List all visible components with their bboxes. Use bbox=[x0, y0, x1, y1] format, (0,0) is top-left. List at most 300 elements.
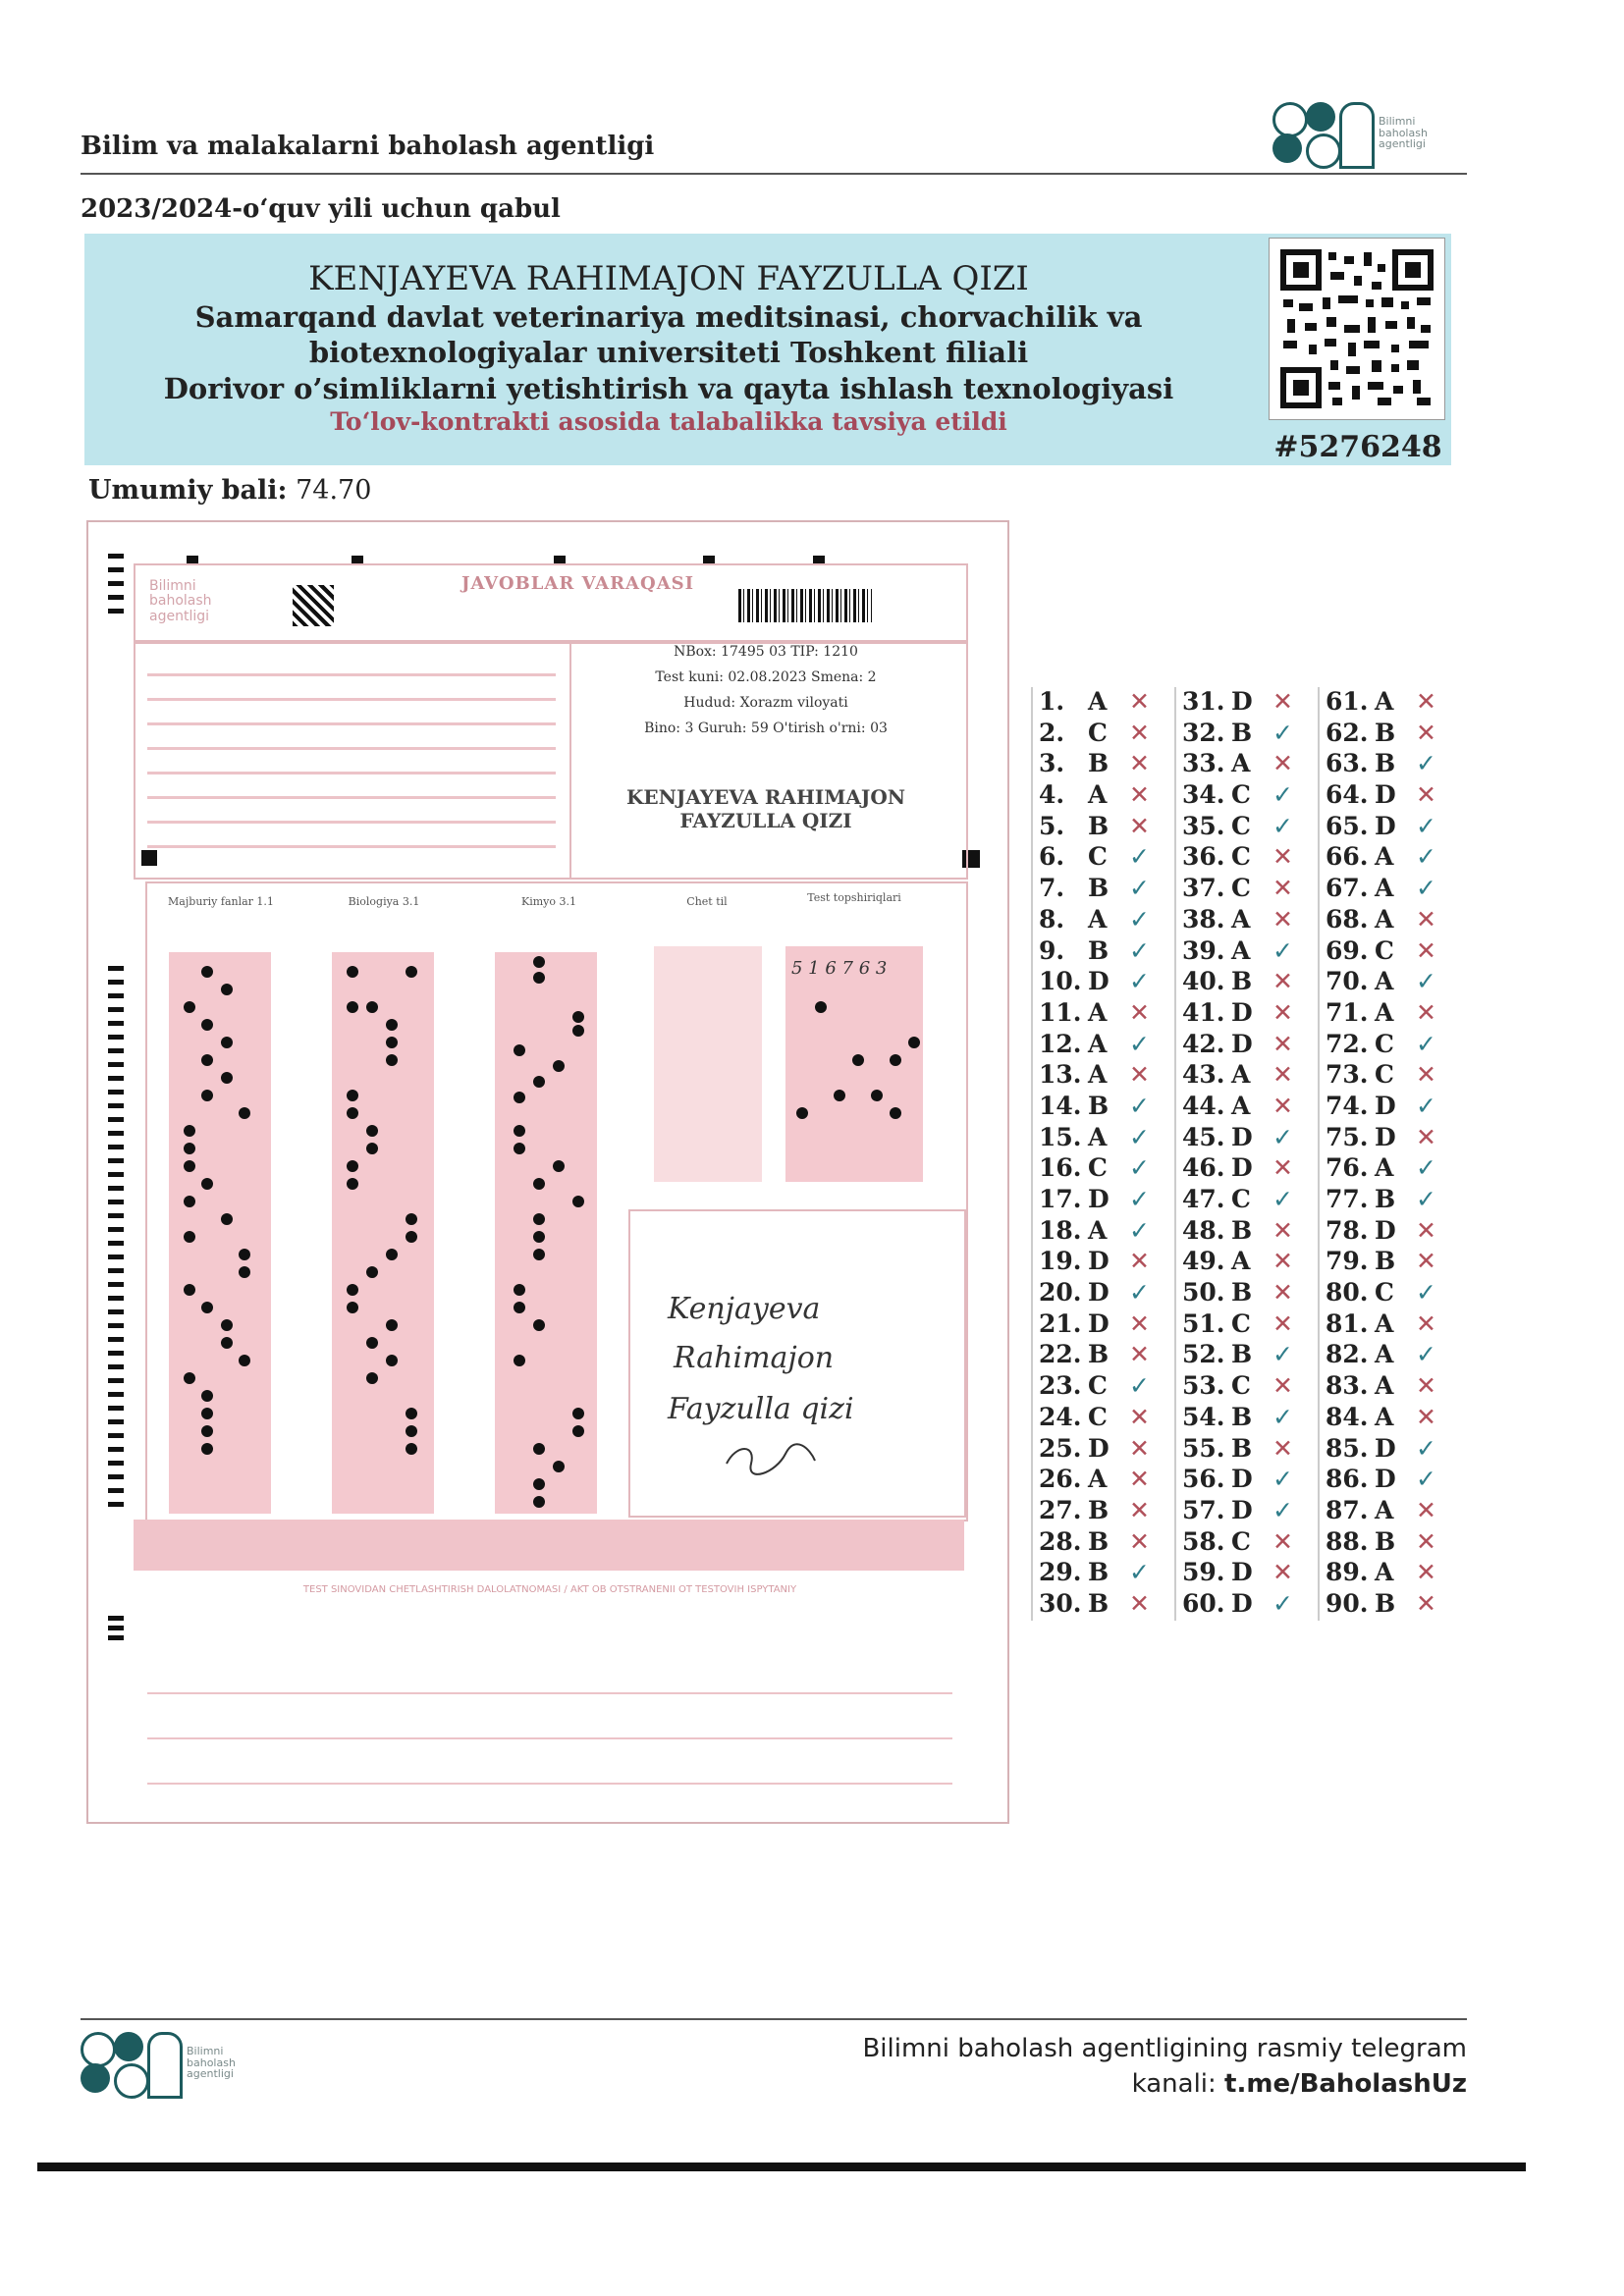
sheet-info-line-1: NBox: 17495 03 TIP: 1210 bbox=[674, 644, 858, 660]
correct-check-icon: ✓ bbox=[1272, 1185, 1293, 1213]
col-head-5: Test topshiriqlari bbox=[807, 891, 901, 904]
wrong-cross-icon: ✕ bbox=[1272, 874, 1293, 903]
answer-letter: B bbox=[1231, 1215, 1253, 1245]
answer-letter: A bbox=[1375, 842, 1394, 872]
results-column-1 bbox=[1031, 687, 1176, 1621]
result-row bbox=[1033, 1092, 1176, 1123]
result-row bbox=[1033, 1558, 1176, 1589]
wrong-cross-icon: ✕ bbox=[1416, 904, 1436, 934]
question-number: 13. bbox=[1039, 1060, 1082, 1090]
question-number: 28. bbox=[1039, 1526, 1082, 1556]
answer-letter: A bbox=[1088, 780, 1108, 810]
result-row bbox=[1033, 1496, 1176, 1527]
result-row bbox=[1176, 905, 1320, 936]
question-number: 25. bbox=[1039, 1433, 1082, 1463]
correct-check-icon: ✓ bbox=[1129, 874, 1150, 903]
results-column-3 bbox=[1318, 687, 1463, 1621]
wrong-cross-icon: ✕ bbox=[1129, 687, 1150, 716]
wrong-cross-icon: ✕ bbox=[1416, 1371, 1436, 1401]
result-row bbox=[1320, 967, 1463, 998]
wrong-cross-icon: ✕ bbox=[1272, 1371, 1293, 1401]
question-number: 73. bbox=[1326, 1060, 1369, 1090]
wrong-cross-icon: ✕ bbox=[1272, 1433, 1293, 1463]
result-row bbox=[1176, 1558, 1320, 1589]
result-row bbox=[1320, 749, 1463, 780]
answer-letter: A bbox=[1375, 1402, 1394, 1431]
footer-channel-prefix: kanali: bbox=[1131, 2069, 1225, 2099]
answer-letter: C bbox=[1375, 1278, 1394, 1308]
sheet-info-line-2: Test kuni: 02.08.2023 Smena: 2 bbox=[655, 669, 877, 685]
sheet-logo-text-2: baholash bbox=[149, 593, 212, 610]
question-number: 86. bbox=[1326, 1465, 1369, 1494]
question-number: 41. bbox=[1182, 997, 1225, 1027]
question-number: 76. bbox=[1326, 1153, 1369, 1183]
question-number: 43. bbox=[1182, 1060, 1225, 1090]
answer-letter: A bbox=[1375, 687, 1394, 716]
result-row bbox=[1176, 719, 1320, 750]
result-row bbox=[1176, 1092, 1320, 1123]
question-number: 55. bbox=[1182, 1433, 1225, 1463]
answer-letter: A bbox=[1088, 1465, 1108, 1494]
result-row bbox=[1033, 719, 1176, 750]
wrong-cross-icon: ✕ bbox=[1272, 1247, 1293, 1276]
result-row bbox=[1320, 905, 1463, 936]
wrong-cross-icon: ✕ bbox=[1129, 1060, 1150, 1090]
correct-check-icon: ✓ bbox=[1416, 1153, 1436, 1183]
sheet-name-line-1: KENJAYEVA RAHIMAJON bbox=[625, 785, 906, 809]
result-row bbox=[1320, 1153, 1463, 1185]
answer-letter: B bbox=[1375, 1588, 1396, 1618]
wrong-cross-icon: ✕ bbox=[1129, 1402, 1150, 1431]
question-number: 57. bbox=[1182, 1495, 1225, 1524]
question-number: 39. bbox=[1182, 935, 1225, 965]
question-number: 53. bbox=[1182, 1371, 1225, 1401]
handwriting-surname: Kenjayeva bbox=[668, 1292, 821, 1326]
answer-letter: C bbox=[1088, 1402, 1108, 1431]
question-number: 58. bbox=[1182, 1526, 1225, 1556]
wrong-cross-icon: ✕ bbox=[1416, 1247, 1436, 1276]
result-row bbox=[1176, 1465, 1320, 1496]
answer-letter: A bbox=[1375, 1153, 1394, 1183]
footer-logo-text-2: baholash bbox=[187, 2056, 236, 2069]
sheet-info-line-3: Hudud: Xorazm viloyati bbox=[683, 695, 848, 711]
question-number: 37. bbox=[1182, 874, 1225, 903]
question-number: 87. bbox=[1326, 1495, 1369, 1524]
result-row bbox=[1033, 812, 1176, 843]
wrong-cross-icon: ✕ bbox=[1272, 1060, 1293, 1090]
result-row bbox=[1033, 1589, 1176, 1621]
answer-letter: D bbox=[1231, 1588, 1253, 1618]
correct-check-icon: ✓ bbox=[1129, 1153, 1150, 1183]
sheet-section-text: TEST SINOVIDAN CHETLASHTIRISH DALOLATNOMASI / AKT OB OTSTRANENII OT TESTOVIH ISPYTANIY bbox=[302, 1584, 797, 1595]
correct-check-icon: ✓ bbox=[1129, 904, 1150, 934]
question-number: 48. bbox=[1182, 1215, 1225, 1245]
question-number: 89. bbox=[1326, 1558, 1369, 1587]
answer-letter: B bbox=[1088, 935, 1110, 965]
correct-check-icon: ✓ bbox=[1416, 1433, 1436, 1463]
answer-letter: A bbox=[1088, 1215, 1108, 1245]
wrong-cross-icon: ✕ bbox=[1272, 1278, 1293, 1308]
test-code-digits: 5 1 6 7 6 3 bbox=[791, 958, 888, 979]
results-column-2 bbox=[1174, 687, 1320, 1621]
question-number: 75. bbox=[1326, 1122, 1369, 1151]
wrong-cross-icon: ✕ bbox=[1416, 997, 1436, 1027]
result-row bbox=[1176, 1496, 1320, 1527]
correct-check-icon: ✓ bbox=[1416, 874, 1436, 903]
col-head-2: Biologiya 3.1 bbox=[348, 895, 420, 908]
question-number: 8. bbox=[1039, 904, 1065, 934]
wrong-cross-icon: ✕ bbox=[1129, 1247, 1150, 1276]
answer-letter: C bbox=[1375, 935, 1394, 965]
answer-letter: A bbox=[1231, 1091, 1251, 1120]
answer-letter: A bbox=[1375, 997, 1394, 1027]
answer-letter: C bbox=[1231, 1526, 1251, 1556]
question-number: 4. bbox=[1039, 780, 1065, 810]
result-row bbox=[1176, 1030, 1320, 1061]
timing-marks-bottom bbox=[108, 1616, 124, 1645]
question-number: 78. bbox=[1326, 1215, 1369, 1245]
wrong-cross-icon: ✕ bbox=[1272, 1526, 1293, 1556]
result-row bbox=[1033, 1060, 1176, 1092]
question-number: 77. bbox=[1326, 1185, 1369, 1213]
answer-letter: B bbox=[1375, 1526, 1396, 1556]
result-row bbox=[1033, 936, 1176, 968]
result-row bbox=[1176, 1309, 1320, 1341]
question-number: 2. bbox=[1039, 718, 1065, 747]
question-number: 54. bbox=[1182, 1402, 1225, 1431]
answer-letter: C bbox=[1231, 1308, 1251, 1338]
answer-letter: A bbox=[1375, 904, 1394, 934]
result-row bbox=[1176, 936, 1320, 968]
answer-letter: D bbox=[1231, 1153, 1253, 1183]
wrong-cross-icon: ✕ bbox=[1416, 1402, 1436, 1431]
question-number: 17. bbox=[1039, 1185, 1082, 1213]
answer-letter: B bbox=[1375, 749, 1396, 778]
wrong-cross-icon: ✕ bbox=[1416, 1122, 1436, 1151]
result-row bbox=[1033, 1123, 1176, 1154]
question-number: 52. bbox=[1182, 1340, 1225, 1369]
answer-letter: C bbox=[1231, 1371, 1251, 1401]
question-number: 63. bbox=[1326, 749, 1369, 778]
result-row bbox=[1320, 687, 1463, 719]
question-number: 70. bbox=[1326, 967, 1369, 996]
result-row bbox=[1033, 842, 1176, 874]
result-row bbox=[1033, 1278, 1176, 1309]
correct-check-icon: ✓ bbox=[1272, 1588, 1293, 1618]
total-score-label: Umumiy bali: bbox=[88, 475, 288, 506]
question-number: 47. bbox=[1182, 1185, 1225, 1213]
answer-letter: C bbox=[1231, 874, 1251, 903]
question-number: 35. bbox=[1182, 811, 1225, 840]
question-number: 11. bbox=[1039, 997, 1082, 1027]
answer-letter: A bbox=[1375, 1495, 1394, 1524]
col-head-3: Kimyo 3.1 bbox=[521, 895, 576, 908]
logo-text-2: baholash bbox=[1379, 126, 1428, 139]
answer-letter: D bbox=[1088, 967, 1110, 996]
result-row bbox=[1320, 1092, 1463, 1123]
wrong-cross-icon: ✕ bbox=[1129, 749, 1150, 778]
wrong-cross-icon: ✕ bbox=[1129, 1340, 1150, 1369]
result-row bbox=[1033, 905, 1176, 936]
handwriting-name: Rahimajon bbox=[674, 1341, 835, 1375]
qr-code bbox=[1269, 238, 1445, 420]
question-number: 74. bbox=[1326, 1091, 1369, 1120]
question-number: 90. bbox=[1326, 1588, 1369, 1618]
question-number: 34. bbox=[1182, 780, 1225, 810]
result-row bbox=[1320, 1371, 1463, 1403]
result-row bbox=[1033, 1403, 1176, 1434]
question-number: 65. bbox=[1326, 811, 1369, 840]
correct-check-icon: ✓ bbox=[1129, 967, 1150, 996]
university-line-1: Samarqand davlat veterinariya meditsinasi, chorvachilik va bbox=[194, 300, 1143, 334]
question-number: 6. bbox=[1039, 842, 1065, 872]
answer-letter: B bbox=[1088, 811, 1110, 840]
correct-check-icon: ✓ bbox=[1129, 1371, 1150, 1401]
result-row bbox=[1320, 1030, 1463, 1061]
question-number: 32. bbox=[1182, 718, 1225, 747]
question-number: 38. bbox=[1182, 904, 1225, 934]
question-number: 85. bbox=[1326, 1433, 1369, 1463]
question-number: 21. bbox=[1039, 1308, 1082, 1338]
answer-letter: D bbox=[1231, 1495, 1253, 1524]
answer-letter: A bbox=[1231, 1060, 1251, 1090]
sheet-name-line-2: FAYZULLA QIZI bbox=[679, 809, 852, 832]
correct-check-icon: ✓ bbox=[1129, 1029, 1150, 1058]
answer-letter: B bbox=[1088, 749, 1110, 778]
telegram-link[interactable]: t.me/BaholashUz bbox=[1224, 2069, 1467, 2099]
recommendation-text: To‘lov-kontrakti asosida talabalikka tavsiya etildi bbox=[330, 407, 1007, 436]
result-row bbox=[1320, 1496, 1463, 1527]
result-row bbox=[1176, 1403, 1320, 1434]
wrong-cross-icon: ✕ bbox=[1129, 811, 1150, 840]
wrong-cross-icon: ✕ bbox=[1129, 1588, 1150, 1618]
question-number: 9. bbox=[1039, 935, 1065, 965]
result-row bbox=[1176, 1247, 1320, 1278]
result-row bbox=[1320, 1309, 1463, 1341]
signature-scribble bbox=[717, 1439, 825, 1478]
correct-check-icon: ✓ bbox=[1416, 749, 1436, 778]
question-number: 72. bbox=[1326, 1029, 1369, 1058]
answer-letter: D bbox=[1088, 1278, 1110, 1308]
wrong-cross-icon: ✕ bbox=[1129, 1433, 1150, 1463]
answer-letter: D bbox=[1375, 811, 1396, 840]
answer-letter: C bbox=[1088, 1153, 1108, 1183]
wrong-cross-icon: ✕ bbox=[1272, 842, 1293, 872]
question-number: 26. bbox=[1039, 1465, 1082, 1494]
wrong-cross-icon: ✕ bbox=[1272, 967, 1293, 996]
answer-letter: C bbox=[1231, 1185, 1251, 1213]
question-number: 1. bbox=[1039, 687, 1065, 716]
answer-letter: D bbox=[1231, 687, 1253, 716]
handwriting-patronymic: Fayzulla qizi bbox=[668, 1392, 854, 1426]
col-head-1: Majburiy fanlar 1.1 bbox=[168, 895, 274, 908]
correct-check-icon: ✓ bbox=[1129, 1122, 1150, 1151]
question-number: 49. bbox=[1182, 1247, 1225, 1276]
correct-check-icon: ✓ bbox=[1416, 1465, 1436, 1494]
correct-check-icon: ✓ bbox=[1272, 1465, 1293, 1494]
question-number: 16. bbox=[1039, 1153, 1082, 1183]
correct-check-icon: ✓ bbox=[1129, 1215, 1150, 1245]
answer-letter: B bbox=[1088, 1340, 1110, 1369]
question-number: 7. bbox=[1039, 874, 1065, 903]
result-row bbox=[1176, 749, 1320, 780]
answer-letter: B bbox=[1088, 1495, 1110, 1524]
wrong-cross-icon: ✕ bbox=[1416, 1215, 1436, 1245]
wrong-cross-icon: ✕ bbox=[1416, 718, 1436, 747]
wrong-cross-icon: ✕ bbox=[1272, 1091, 1293, 1120]
question-number: 27. bbox=[1039, 1495, 1082, 1524]
wrong-cross-icon: ✕ bbox=[1272, 1153, 1293, 1183]
answer-letter: A bbox=[1231, 904, 1251, 934]
wrong-cross-icon: ✕ bbox=[1416, 687, 1436, 716]
answer-letter: A bbox=[1088, 687, 1108, 716]
answer-letter: A bbox=[1375, 874, 1394, 903]
result-row bbox=[1320, 1185, 1463, 1216]
wrong-cross-icon: ✕ bbox=[1272, 749, 1293, 778]
answer-letter: A bbox=[1231, 749, 1251, 778]
result-row bbox=[1176, 874, 1320, 905]
wrong-cross-icon: ✕ bbox=[1416, 780, 1436, 810]
question-number: 50. bbox=[1182, 1278, 1225, 1308]
question-number: 30. bbox=[1039, 1588, 1082, 1618]
sheet-logo-text-1: Bilimni bbox=[149, 578, 196, 594]
answer-letter: D bbox=[1231, 1465, 1253, 1494]
question-number: 67. bbox=[1326, 874, 1369, 903]
result-row bbox=[1320, 1060, 1463, 1092]
question-number: 82. bbox=[1326, 1340, 1369, 1369]
result-row bbox=[1176, 1434, 1320, 1466]
result-row bbox=[1176, 812, 1320, 843]
year-label: 2023/2024-o‘quv yili uchun qabul bbox=[81, 194, 561, 224]
wrong-cross-icon: ✕ bbox=[1416, 1588, 1436, 1618]
result-row bbox=[1033, 1185, 1176, 1216]
correct-check-icon: ✓ bbox=[1272, 1122, 1293, 1151]
result-row bbox=[1320, 1465, 1463, 1496]
answer-letter: A bbox=[1375, 1308, 1394, 1338]
question-number: 5. bbox=[1039, 811, 1065, 840]
wrong-cross-icon: ✕ bbox=[1129, 997, 1150, 1027]
correct-check-icon: ✓ bbox=[1416, 811, 1436, 840]
answer-letter: D bbox=[1231, 1558, 1253, 1587]
correct-check-icon: ✓ bbox=[1416, 1185, 1436, 1213]
question-number: 51. bbox=[1182, 1308, 1225, 1338]
question-number: 40. bbox=[1182, 967, 1225, 996]
result-row bbox=[1320, 1403, 1463, 1434]
question-number: 24. bbox=[1039, 1402, 1082, 1431]
question-number: 88. bbox=[1326, 1526, 1369, 1556]
result-row bbox=[1033, 1153, 1176, 1185]
correct-check-icon: ✓ bbox=[1416, 967, 1436, 996]
answer-letter: A bbox=[1375, 1558, 1394, 1587]
question-number: 62. bbox=[1326, 718, 1369, 747]
correct-check-icon: ✓ bbox=[1272, 1340, 1293, 1369]
answer-letter: D bbox=[1231, 1029, 1253, 1058]
answer-letter: D bbox=[1375, 1122, 1396, 1151]
answer-letter: A bbox=[1088, 997, 1108, 1027]
wrong-cross-icon: ✕ bbox=[1416, 1526, 1436, 1556]
wrong-cross-icon: ✕ bbox=[1129, 1526, 1150, 1556]
question-number: 46. bbox=[1182, 1153, 1225, 1183]
result-row bbox=[1033, 1216, 1176, 1248]
result-row bbox=[1320, 1589, 1463, 1621]
question-number: 83. bbox=[1326, 1371, 1369, 1401]
answer-letter: B bbox=[1231, 1402, 1253, 1431]
question-number: 64. bbox=[1326, 780, 1369, 810]
result-row bbox=[1176, 998, 1320, 1030]
question-number: 44. bbox=[1182, 1091, 1225, 1120]
footer-logo-text-1: Bilimni bbox=[187, 2045, 224, 2057]
result-row bbox=[1033, 1340, 1176, 1371]
answer-letter: D bbox=[1231, 1122, 1253, 1151]
answer-letter: C bbox=[1231, 780, 1251, 810]
result-row bbox=[1320, 1123, 1463, 1154]
result-row bbox=[1320, 1247, 1463, 1278]
wrong-cross-icon: ✕ bbox=[1272, 1215, 1293, 1245]
program-name: Dorivor o’simliklarni yetishtirish va qayta ishlash texnologiyasi bbox=[163, 372, 1174, 405]
question-number: 80. bbox=[1326, 1278, 1369, 1308]
bottom-bar bbox=[37, 2163, 1526, 2171]
answer-letter: D bbox=[1375, 1465, 1396, 1494]
result-row bbox=[1320, 1216, 1463, 1248]
wrong-cross-icon: ✕ bbox=[1129, 1308, 1150, 1338]
logo-text-3: agentligi bbox=[1379, 137, 1426, 151]
certificate-code: #5276248 bbox=[1273, 430, 1442, 464]
question-number: 60. bbox=[1182, 1588, 1225, 1618]
agency-title: Bilim va malakalarni baholash agentligi bbox=[81, 132, 655, 161]
question-number: 12. bbox=[1039, 1029, 1082, 1058]
result-row bbox=[1320, 1434, 1463, 1466]
result-row bbox=[1176, 1278, 1320, 1309]
question-number: 15. bbox=[1039, 1122, 1082, 1151]
question-number: 10. bbox=[1039, 967, 1082, 996]
correct-check-icon: ✓ bbox=[1416, 1340, 1436, 1369]
result-row bbox=[1320, 780, 1463, 812]
result-row bbox=[1320, 842, 1463, 874]
result-row bbox=[1033, 1309, 1176, 1341]
result-row bbox=[1033, 967, 1176, 998]
result-row bbox=[1320, 936, 1463, 968]
result-row bbox=[1176, 1123, 1320, 1154]
result-row bbox=[1033, 1465, 1176, 1496]
result-row bbox=[1176, 1371, 1320, 1403]
answer-letter: B bbox=[1088, 1588, 1110, 1618]
wrong-cross-icon: ✕ bbox=[1272, 1558, 1293, 1587]
correct-check-icon: ✓ bbox=[1272, 718, 1293, 747]
question-number: 84. bbox=[1326, 1402, 1369, 1431]
correct-check-icon: ✓ bbox=[1272, 1402, 1293, 1431]
result-row bbox=[1033, 1527, 1176, 1559]
result-row bbox=[1033, 998, 1176, 1030]
correct-check-icon: ✓ bbox=[1272, 1495, 1293, 1524]
wrong-cross-icon: ✕ bbox=[1272, 904, 1293, 934]
question-number: 18. bbox=[1039, 1215, 1082, 1245]
wrong-cross-icon: ✕ bbox=[1129, 718, 1150, 747]
footer-divider bbox=[81, 2018, 1467, 2020]
result-row bbox=[1320, 874, 1463, 905]
result-row bbox=[1033, 780, 1176, 812]
sheet-pink-band bbox=[134, 1520, 964, 1571]
correct-check-icon: ✓ bbox=[1129, 935, 1150, 965]
question-number: 19. bbox=[1039, 1247, 1082, 1276]
wrong-cross-icon: ✕ bbox=[1416, 935, 1436, 965]
answer-letter: C bbox=[1375, 1060, 1394, 1090]
answer-letter: B bbox=[1088, 874, 1110, 903]
answer-letter: D bbox=[1088, 1185, 1110, 1213]
wrong-cross-icon: ✕ bbox=[1272, 1308, 1293, 1338]
question-number: 33. bbox=[1182, 749, 1225, 778]
result-row bbox=[1176, 1340, 1320, 1371]
answer-letter: B bbox=[1375, 718, 1396, 747]
